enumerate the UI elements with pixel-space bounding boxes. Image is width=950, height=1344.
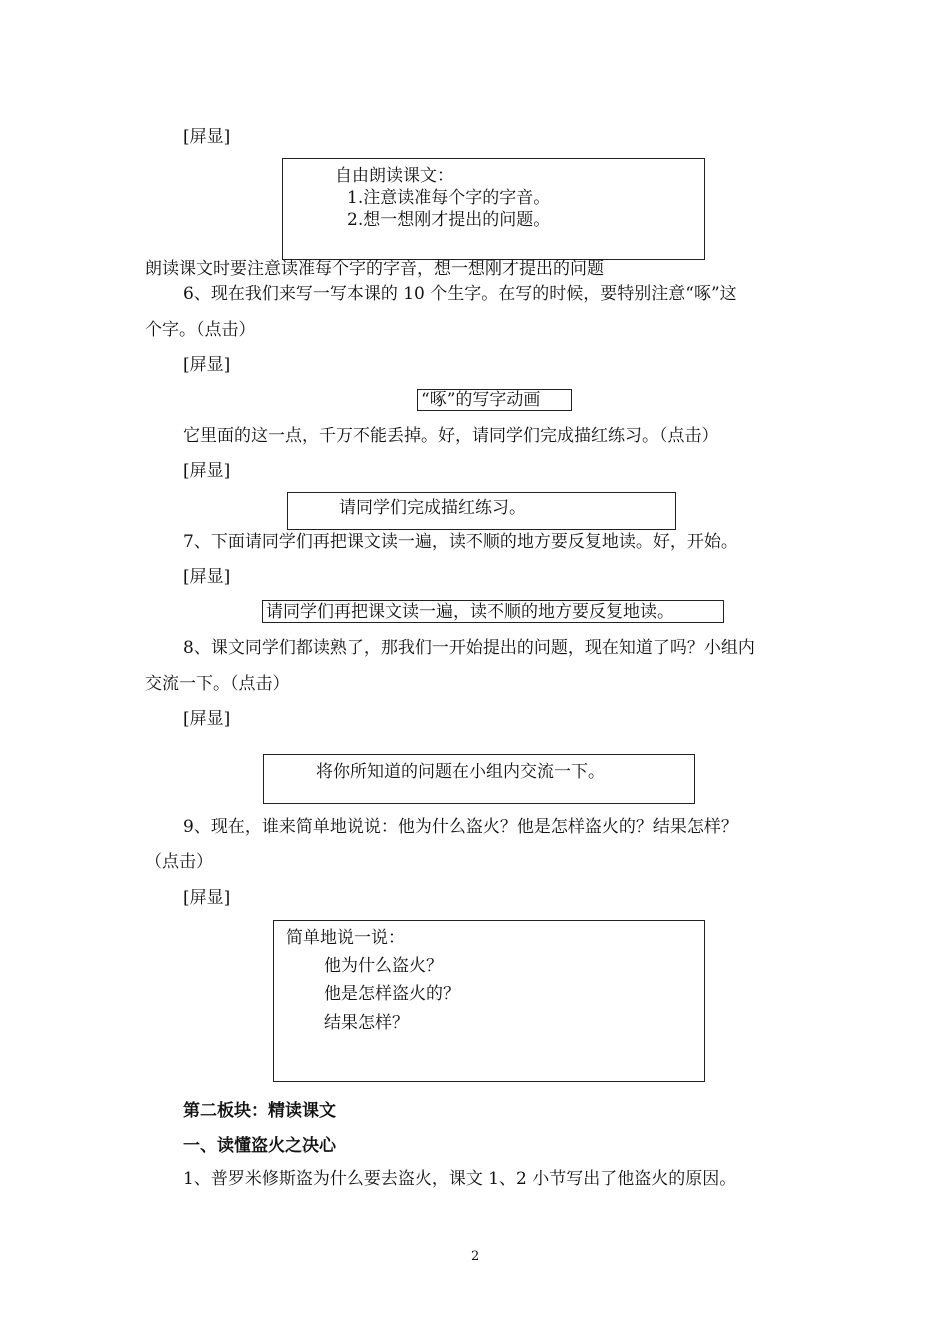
box1-title: 自由朗读课文： — [335, 166, 454, 186]
paragraph-6-line-1: 6、现在我们来写一写本课的 10 个生字。在写的时候，要特别注意“啄”这 — [183, 284, 737, 304]
screen-label-6: [屏显] — [183, 888, 231, 908]
screen-box-5 — [263, 754, 695, 804]
screen-box-4 — [262, 600, 724, 623]
screen-box-1 — [282, 158, 705, 260]
screen-box-3 — [287, 492, 676, 530]
box4-text: 请同学们再把课文读一遍，读不顺的地方要反复地读。 — [266, 602, 674, 622]
paragraph-8-line-2: 交流一下。（点击） — [145, 674, 290, 694]
box5-text: 将你所知道的问题在小组内交流一下。 — [316, 762, 605, 782]
paragraph-7: 7、下面请同学们再把课文读一遍，读不顺的地方要反复地读。好，开始。 — [183, 532, 738, 552]
paragraph-6b: 它里面的这一点，千万不能丢掉。好，请同学们完成描红练习。（点击） — [183, 426, 719, 446]
page-number: 2 — [471, 1249, 480, 1264]
screen-label-2: [屏显] — [183, 355, 231, 375]
section-heading: 第二板块：精读课文 — [183, 1101, 336, 1121]
paragraph-6-line-2: 个字。（点击） — [145, 320, 256, 340]
screen-box-6 — [273, 920, 705, 1082]
screen-label-5: [屏显] — [183, 709, 231, 729]
box6-question-3: 结果怎样？ — [324, 1013, 409, 1033]
screen-box-2 — [417, 389, 572, 411]
paragraph-9-line-2: （点击） — [145, 852, 213, 872]
box1-item-2: 2.想一想刚才提出的问题。 — [347, 210, 551, 230]
paragraph-9-line-1: 9、现在，谁来简单地说说：他为什么盗火？他是怎样盗火的？结果怎样？ — [183, 817, 738, 837]
screen-label-1: [屏显] — [183, 127, 231, 147]
box2-text: “啄”的写字动画 — [421, 390, 541, 410]
box6-title: 简单地说一说： — [286, 928, 405, 948]
overlap-text: 朗读课文时要注意读准每个字的字音，想一想刚才提出的问题 — [145, 259, 604, 279]
box6-question-2: 他是怎样盗火的？ — [324, 984, 460, 1004]
box3-text: 请同学们完成描红练习。 — [339, 498, 526, 518]
screen-label-3: [屏显] — [183, 461, 231, 481]
screen-label-4: [屏显] — [183, 567, 231, 587]
box6-question-1: 他为什么盗火？ — [324, 956, 443, 976]
paragraph-1: 1、普罗米修斯盗为什么要去盗火，课文 1、2 小节写出了他盗火的原因。 — [183, 1169, 737, 1189]
subsection-heading: 一、读懂盗火之决心 — [183, 1136, 336, 1156]
box1-item-1: 1.注意读准每个字的字音。 — [347, 188, 551, 208]
paragraph-8-line-1: 8、课文同学们都读熟了，那我们一开始提出的问题，现在知道了吗？小组内 — [183, 638, 755, 658]
